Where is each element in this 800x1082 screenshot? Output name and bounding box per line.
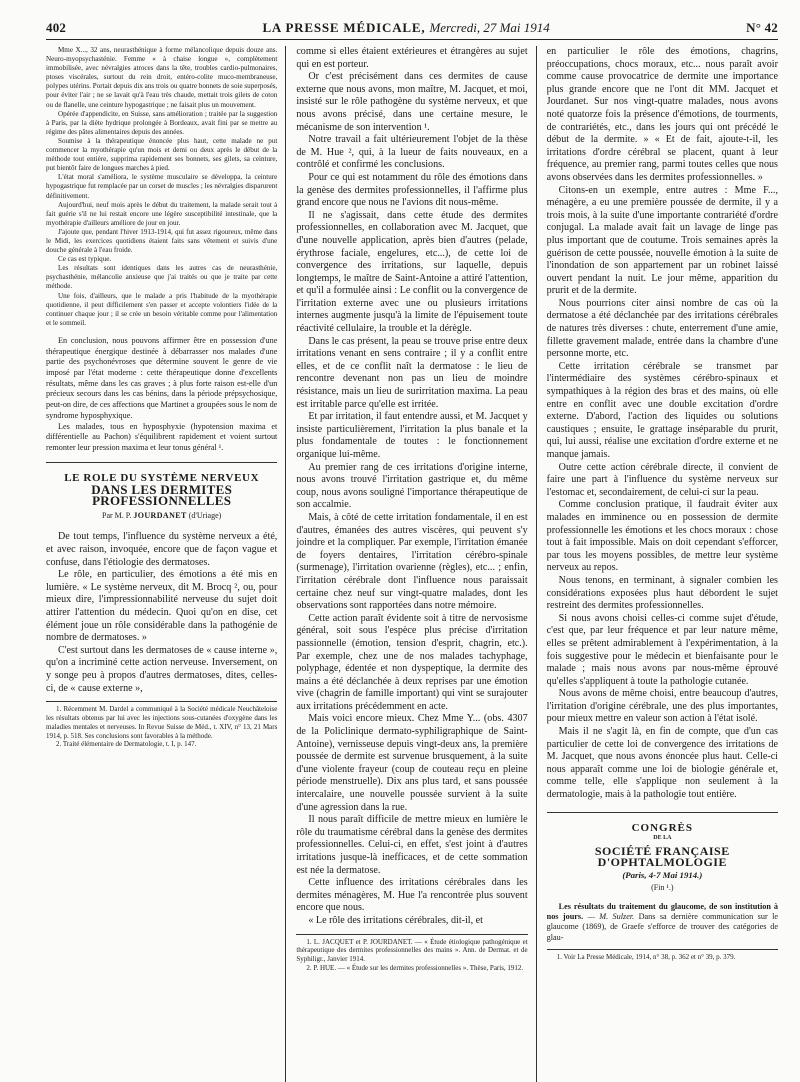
- report-title: Les résultats du traitement du glaucome, de son institution à nos jours.: [546, 901, 778, 922]
- paragraph: L'état moral s'améliora, le système musculaire se développa, la ceinture hypogastrique fut remplacée par un corset de muscles ; les névralgies disparurent définitivement.: [46, 173, 278, 200]
- article-title-line-2: DANS LES DERMITES PROFESSIONNELLES: [91, 482, 233, 509]
- paragraph: Dans le cas présent, la peau se trouve prise entre deux irritations venant en sens contraire ; il y a conflit entre elles, et de ce conflit naît la dermatose : le lieu de rencontre devenant non pas un lieu de moindre résistance, mais un lieu de surirritation maxima. La peau est irritable parce qu'elle est irritée.: [296, 335, 528, 410]
- report-text: Dans sa dernière communication sur le glaucome (1869), de Graefe s'efforce de trouver des catégories de glau-: [546, 912, 778, 942]
- paragraph: Cette influence des irritations cérébrales dans les dermites ménagères, M. Hue l'a rencontrée plus souvent encore que nous.: [296, 877, 528, 914]
- footnote: 2. P. HUE. — « Étude sur les dermites professionnelles ». Thèse, Paris, 1912.: [306, 963, 524, 972]
- paragraph: Si nous avons choisi celles-ci comme sujet d'étude, c'est que, par leur fréquence et par leur nature même, elles se prêtent admirablement à l'expérimentation, à la fois suggestive pour le médecin et bienfaisante pour le malade ; mais nous avons par nous-même éprouvé qu'elles s'appliquent à toute la pathologie cutanée.: [546, 612, 778, 687]
- footnote: 1. L. JACQUET et P. JOURDANET. — « Étude étiologique pathogénique et thérapeutique des dermites professionnelles des mains ». Ann. de Dermat. et de Syphiligr., Janvier 1914.: [296, 937, 528, 964]
- paragraph: Il nous paraît difficile de mettre mieux en lumière le rôle du traumatisme cérébral dans la genèse des dermites professionnelles. Celui-ci, en effet, s'est joint à d'autres irritations jusque-là inefficaces, et de cette sommation est née la dermatose.: [296, 814, 528, 876]
- paragraph: En conclusion, nous pouvons affirmer être en possession d'une thérapeutique énergique destinée à débarrasser nos malades d'une partie des psychonévroses que détermine souvent le genre de vie imposé par l'état moderne : cette thérapeutique donne d'excellents résultats, même dans les cas graves ; à plus forte raison est-elle d'un précieux secours dans les cas bénins, dans la période prépsychosique, peut-on dire, de ces affections que Martinet a groupées sous le nom de syndrome hyposphyxique.: [46, 335, 278, 420]
- column-2: [296, 46, 536, 1082]
- footnote: 2. Traité élémentaire de Dermatologie, t. I, p. 147.: [56, 740, 197, 749]
- paragraph: Mme X..., 32 ans, neurasthénique à forme mélancolique depuis douze ans. Neuro-myopsychasténie. Femme « à chaise longue », complètement immobilisée, avec névralgies atroces dans la tête, troubles cardio-pulmonaires, ptoses viscérales, surtout du rein droit, entéro-colite muco-membraneuse, polypes utérins. Portait depuis dix ans trois ou quatre bonnets de soie superposés, pour éviter l'air ; ne se lavait qu'à l'eau très chaude, mettait trois gilets de coton ou de flanelle, une ceinture hypogastrique ; ne faisait plus un mouvement.: [46, 46, 278, 109]
- report-author: — M. Sulzer.: [587, 912, 635, 922]
- paragraph: C'est surtout dans les dermatoses de « cause interne », qu'on a incriminé cette action nerveuse. Inversement, on y songe peu à propos d'autres dermatoses, dites, celles-ci, de « cause externe »,: [46, 644, 278, 694]
- paragraph: Mais, à côté de cette irritation fondamentale, il en est d'autres, émanées des autres viscères, qui peuvent s'y joindre et la compliquer. Par exemple, l'irritation émanée de foyers dentaires, l'irritation cérébro-spinale (surmenage), l'irritation ovarienne (règles), etc... ; enfin, l'irritation cérébrale dont l'influence nous paraissait certaine chez neuf sur vingt-quatre malades, dont les observations sont rapportées dans notre mémoire.: [296, 511, 528, 612]
- column-3: [547, 46, 778, 1082]
- paragraph: Le rôle, en particulier, des émotions a été mis en lumière. « Le système nerveux, dit M. Brocq ², ou, pour mieux dire, l'impressionnabilité nerveuse du sujet doit attirer l'attention du médecin. Quoi qu'on en dise, cet élément joue un rôle considérable dans la pathogénie de nombre de dermatoses. »: [46, 569, 278, 644]
- paragraph: Nous avons de même choisi, entre beaucoup d'autres, l'irritation d'origine cérébrale, une des plus importantes, pour mieux mettre en valeur son action à l'état isolé.: [546, 688, 778, 725]
- issue-number: N° 42: [746, 20, 778, 35]
- paragraph: Et par irritation, il faut entendre aussi, et M. Jacquet y insiste particulièrement, l'irritation la plus banale et la plus fondamentale de toutes : le fonctionnement organique lui-même.: [296, 411, 528, 460]
- congress-fin: (Fin ¹.): [651, 883, 674, 893]
- article-title-line-1: LE ROLE DU SYSTÈME NERVEUX: [64, 471, 260, 484]
- page-header: [46, 20, 778, 40]
- byline: [46, 511, 277, 522]
- paragraph: Les malades, tous en hyposphyxie (hypotension maxima et différentielle au Pachon) s'équilibrent rapidement et voient surtout remonter leur pression maxima et leur tonus général ¹.: [46, 421, 278, 452]
- issue-date: Mercredi, 27 Mai 1914: [429, 20, 550, 35]
- paragraph: De tout temps, l'influence du système nerveux a été, et avec raison, invoquée, encore que de façon vague et confuse, dans l'étiologie des dermatoses.: [46, 531, 278, 568]
- congress-report: [547, 902, 778, 943]
- congress-connector: DE LA: [653, 835, 672, 842]
- article-title: [46, 473, 277, 522]
- paragraph: Notre travail a fait ultérieurement l'objet de la thèse de M. Hue ², qui, à la lueur de faits nouveaux, en a contrôlé et confirmé les conclusions.: [296, 134, 528, 171]
- article-body-continued: [547, 46, 778, 802]
- paragraph: Nous pourrions citer ainsi nombre de cas où la dermatose a été déclanchée par des irritations cérébrales de natures très diverses : chute, enterrement d'une amie, fillette gravement malade, entrée dans la chambre d'une personne morte, etc.: [546, 297, 778, 360]
- byline-prefix: Par M. P.: [102, 510, 132, 520]
- paragraph: J'ajoute que, pendant l'hiver 1913-1914, qui fut assez rigoureux, même dans le Midi, les exercices quotidiens étaient faits sans vêtement et suivis d'une douche générale à l'eau froide.: [46, 227, 278, 255]
- page-number: 402: [46, 20, 67, 35]
- paragraph: Citons-en un exemple, entre autres : Mme F..., ménagère, a eu une première poussée de dermite, il y a trois mois, à la suite d'une importante contrariété d'ordre conjugal. La malade avait fait un lavage de linge pas plus important que de coutume. Trois semaines après la guérison de cette poussée, nouvelle émotion à la suite de l'inondation de son appartement par un robinet laissé ouvert pendant la nuit. Le jour même, apparition du prurit et de la dermite.: [546, 184, 778, 297]
- paragraph: Comme conclusion pratique, il faudrait éviter aux malades en imminence ou en possession de dermite professionnelle les émotions et les chocs moraux : chose tout à fait impossible. Mais on doit cependant s'efforcer, par tous les moyens possibles, de mettre leur système nerveux au repos.: [546, 499, 778, 574]
- paragraph: Il ne s'agissait, dans cette étude des dermites professionnelles, en collaboration avec M. Jacquet, que d'une nouvelle application, après bien d'autres (pelade, érythrose faciale, engelures, etc...), de cette loi de convergence des irritations, sur laquelle, depuis longtemps, le maître de Saint-Antoine a attiré l'attention, et qu'il a formulée ainsi : Le conflit ou la convergence de l'irritation externe avec une ou plusieurs irritations internes augmente jusqu'à la limite de l'épuisement toute réactivité cellulaire, la trouble et la dérègle.: [296, 209, 528, 335]
- paragraph: Une fois, d'ailleurs, que le malade a pris l'habitude de la myothérapie quotidienne, il peut difficilement s'en passer et accepte volontiers l'idée de la continuer chaque jour ; il se crée un besoin véritable comme pour l'alimentation et le sommeil.: [46, 291, 278, 327]
- article-body-continued: [296, 46, 527, 928]
- paragraph: Soumise à la thérapeutique énoncée plus haut, cette malade ne put commencer la myothérapie qu'un mois et demi ou deux après le début de la méthode tout entière, supprima rapidement ses bonnets, ses gilets, sa ceinture, put bientôt faire de longues marches à pied.: [46, 136, 278, 173]
- footnote: 1. Voir La Presse Médicale, 1914, n° 38, p. 362 et n° 39, p. 379.: [556, 953, 736, 962]
- footnotes: [46, 701, 277, 749]
- congress-heading: CONGRÈS: [631, 821, 694, 834]
- case-report: [46, 46, 277, 328]
- column-1: [46, 46, 286, 1082]
- paragraph: « Le rôle des irritations cérébrales, dit-il, et: [308, 914, 483, 926]
- paragraph: [547, 902, 778, 943]
- paragraph: Les résultats sont identiques dans les autres cas de neurasthénie, psychasthénie, mélancolie anxieuse que j'ai traités ou que je traite par cette méthode.: [46, 264, 278, 291]
- footnotes: [547, 949, 778, 962]
- paragraph: Or c'est précisément dans ces dermites de cause externe que nous avons, mon maître, M. Jacquet, et moi, insisté sur le rôle pathogène du système nerveux, et que nous avons précisé, dans une certaine mesure, le mécanisme de son intervention ¹.: [296, 71, 528, 133]
- divider: [46, 462, 277, 463]
- paragraph: Opérée d'appendicite, en Suisse, sans amélioration ; traitée par la suggestion à Paris, par la diète hydrique prolongée à Bordeaux, avait fini par se mettre au régime des pâtes alimentaires depuis des années.: [46, 109, 278, 136]
- footnotes: [296, 934, 527, 973]
- paragraph: Cette action paraît évidente soit à titre de nervosisme général, soit sous l'espèce plus précise d'irritation passionnelle (émotion, tension d'esprit, chagrin, etc.). Par exemple, chez une de nos malades tachyphage, polyphage, édentée et non dyspeptique, la dermite des mains a été déclanchée à deux reprises par une émotion vive (chagrin de famille important) qui vint se surajouter aux irritations précédemment en acte.: [296, 612, 528, 712]
- conclusion: [46, 336, 277, 454]
- journal-name: LA PRESSE MÉDICALE,: [262, 20, 426, 35]
- paragraph: Outre cette action cérébrale directe, il convient de faire une part à l'influence du système nerveux sur l'estomac et, secondairement, de celui-ci sur la peau.: [546, 461, 778, 498]
- congress-section: [547, 812, 778, 894]
- paragraph: Pour ce qui est notamment du rôle des émotions dans la genèse des dermites professionnelles, il l'affirme plus grand encore que nous ne l'avions dit nous-même.: [296, 171, 528, 209]
- byline-place: (d'Uriage): [188, 510, 222, 520]
- paragraph: en particulier le rôle des émotions, chagrins, préoccupations, chocs moraux, etc... nous paraît avoir comme cause provocatrice de dermite une importance plus grande encore que ne l'ont dit MM. Jacquet et Jourdanet. Sur nos vingt-quatre malades, nous avons noté quatorze fois la présence d'émotions, de tourments, de contrariétés, etc., dans les jours qui ont précédé le début de la dermite. » « Et de fait, ajoute-t-il, les irritations d'ordre cérébral se placent, quant à leur fréquence, au premier rang, parmi toutes celles que nous avons observées dans les dermites professionnelles. »: [546, 46, 778, 183]
- paragraph: Cette irritation cérébrale se transmet par l'intermédiaire des systèmes cérébro-spinaux et sympathiques à la région des bras et des mains, où elle entre en conflit avec une double excitation d'ordre externe. D'abord, l'action des liquides ou solutions caustiques ; ensuite, le grattage inséparable du prurit, qui, lui aussi, réalise une excitation d'ordre externe et ne manque jamais.: [546, 360, 778, 460]
- article-body: [46, 531, 277, 695]
- paragraph: Mais il ne s'agit là, en fin de compte, que d'un cas particulier de cette loi de convergence des irritations de M. Jacquet, que nous avons énoncée plus haut. Celle-ci nous apparaît comme une loi de biologie générale et, comme telle, elle s'applique non seulement à la dermatologie, mais à la pathologie tout entière.: [546, 726, 778, 801]
- paragraph: Au premier rang de ces irritations d'origine interne, nous avons trouvé l'irritation gastrique et, du même coup, nous avons souligné l'importance thérapeutique de son accalmie.: [296, 461, 528, 511]
- paragraph: comme si elles étaient extérieures et étrangères au sujet qui en est porteur.: [296, 46, 528, 70]
- journal-title: [262, 20, 549, 36]
- paragraph: Aujourd'hui, neuf mois après le début du traitement, la malade serait tout à fait guérie s'il ne lui restait encore une légère susceptibilité intestinale, que la myothérapie d'ailleurs améliore de jour en jour.: [46, 200, 278, 227]
- society-name: SOCIÉTÉ FRANÇAISE D'OPHTALMOLOGIE: [594, 844, 730, 869]
- footnote: 1. Récemment M. Dardel a communiqué à la Société médicale Neuchâteloise les résultats obtenus par lui avec les injections sous-cutanées d'oxygène dans les maladies mentales et nerveuses. In Revue Suisse de Méd., t. XIV, n° 13, 21 Mars 1914, p. 518. Ses conclusions sont favorables à la méthode.: [46, 705, 278, 740]
- paragraph: Nous tenons, en terminant, à signaler combien les considérations exposées plus haut débordent le sujet restreint des dermites professionnelles.: [546, 574, 778, 612]
- author-name: JOURDANET: [133, 510, 187, 520]
- paragraph: Mais voici encore mieux. Chez Mme Y... (obs. 4307 de la Policlinique dermato-syphiligraphique de Saint-Antoine), vernisseuse depuis vingt-deux ans, la première poussée de dermite est survenue brusquement, à la suite d'une violente frayeur (coup de couteau reçu en pleine période menstruelle). Dix ans plus tard, et sans poussée intercalaire, une nouvelle poussée survient à la suite d'une agression dans la rue.: [296, 713, 528, 813]
- paragraph: Ce cas est typique.: [58, 255, 112, 264]
- congress-place-date: (Paris, 4-7 Mai 1914.): [622, 870, 703, 881]
